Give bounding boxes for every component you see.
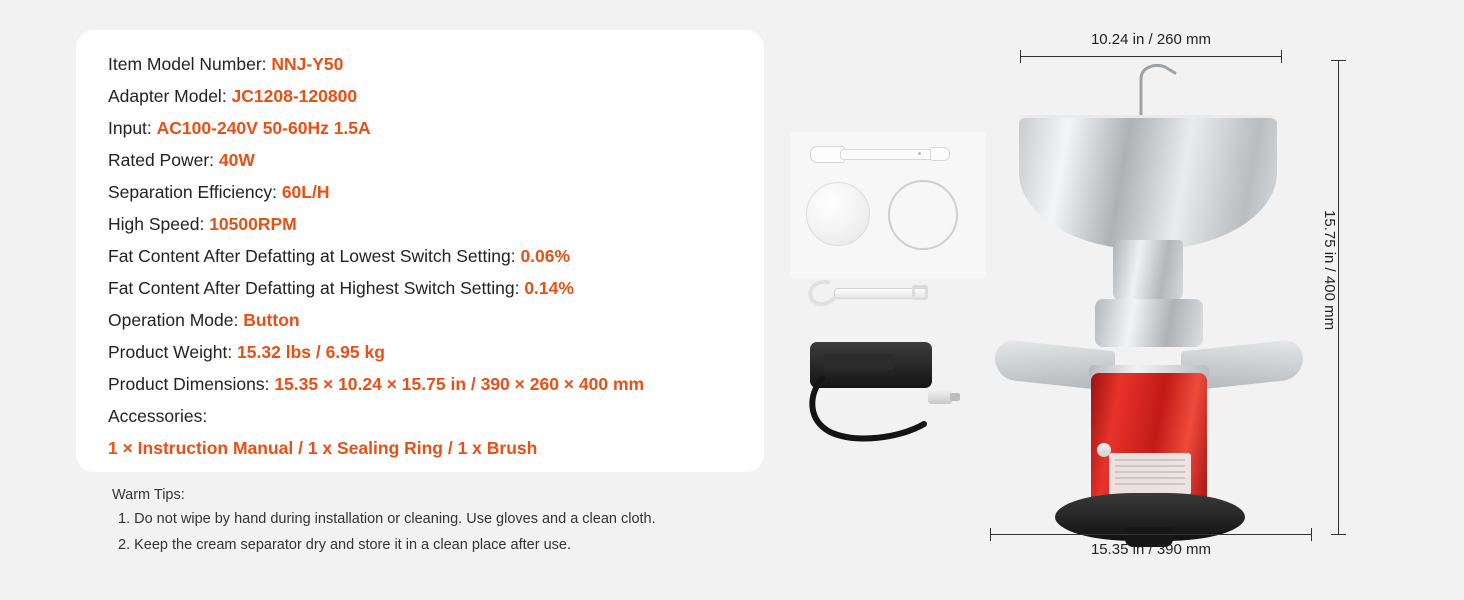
spec-value: 15.35 × 10.24 × 15.75 in / 390 × 260 × 400 mm xyxy=(274,374,645,394)
specification-card xyxy=(76,30,764,472)
wrench-icon xyxy=(808,280,928,306)
spec-row-fat-content-highest xyxy=(108,272,750,304)
spec-value: JC1208-120800 xyxy=(231,86,358,106)
dimension-line xyxy=(1338,60,1339,535)
warm-tips xyxy=(112,484,812,558)
spec-row-separation-efficiency xyxy=(108,176,750,208)
adapter-plug xyxy=(928,390,952,404)
dimension-height-right xyxy=(1321,60,1372,535)
dimension-cap-bottom xyxy=(1331,534,1346,535)
adapter-plug-tip xyxy=(950,393,960,401)
power-adapter-icon xyxy=(802,332,972,452)
brush-icon xyxy=(810,145,948,161)
warm-tips-item-1: 1. Do not wipe by hand during installation or cleaning. Use gloves and a clean cloth. xyxy=(118,511,656,527)
wrench-tail xyxy=(912,285,928,300)
brush-dot xyxy=(918,152,921,155)
specification-list xyxy=(108,48,750,464)
spec-label: High Speed: xyxy=(108,214,210,234)
spec-label: Item Model Number: xyxy=(108,54,272,74)
spec-label: Input: xyxy=(108,118,157,138)
product-image xyxy=(985,55,1325,515)
spec-label: Accessories: xyxy=(108,406,208,426)
disc-icon xyxy=(806,182,870,246)
spec-row-product-dimensions xyxy=(108,368,750,400)
spec-value: AC100-240V 50-60Hz 1.5A xyxy=(156,118,371,138)
spec-row-operation-mode xyxy=(108,304,750,336)
spec-label: Rated Power: xyxy=(108,150,219,170)
spec-row-input xyxy=(108,112,750,144)
dimension-width-top-label: 10.24 in / 260 mm xyxy=(1090,31,1212,48)
spec-row-adapter-model xyxy=(108,80,750,112)
product-label-text-lines xyxy=(1115,459,1185,489)
dimension-width-top xyxy=(1020,30,1282,64)
spec-value: 60L/H xyxy=(281,182,330,202)
spec-value: 40W xyxy=(218,150,255,170)
product-neck xyxy=(1113,240,1183,302)
dimension-width-bottom-label: 15.35 in / 390 mm xyxy=(1090,541,1212,558)
dimension-width-bottom xyxy=(990,528,1312,568)
product-drum xyxy=(1095,299,1203,347)
spec-label: Separation Efficiency: xyxy=(108,182,282,202)
spec-label: Operation Mode: xyxy=(108,310,244,330)
spec-row-rated-power xyxy=(108,144,750,176)
spec-value: NNJ-Y50 xyxy=(271,54,344,74)
spec-label: Fat Content After Defatting at Highest Switch Setting: xyxy=(108,278,525,298)
warm-tips-title: Warm Tips: xyxy=(112,487,185,503)
dimension-cap-top xyxy=(1331,60,1346,61)
brush-tip xyxy=(930,147,950,161)
dimension-height-right-label: 15.75 in / 400 mm xyxy=(1321,210,1338,331)
dimension-line xyxy=(990,534,1312,535)
adapter-label-plate xyxy=(824,354,894,370)
product-bowl xyxy=(1019,115,1277,250)
dimension-line xyxy=(1020,56,1282,57)
dimension-cap-left xyxy=(1020,50,1021,63)
spec-row-item-model-number xyxy=(108,48,750,80)
spec-value: 0.14% xyxy=(524,278,574,298)
spec-value: Button xyxy=(243,310,300,330)
spec-row-accessories xyxy=(108,400,750,432)
spec-label: Fat Content After Defatting at Lowest Switch Setting: xyxy=(108,246,521,266)
spec-row-fat-content-lowest xyxy=(108,240,750,272)
spec-row-high-speed xyxy=(108,208,750,240)
spec-value: 15.32 lbs / 6.95 kg xyxy=(237,342,385,362)
sealing-ring-icon xyxy=(888,180,958,250)
spec-label: Adapter Model: xyxy=(108,86,232,106)
warm-tips-item-2: 2. Keep the cream separator dry and store it in a clean place after use. xyxy=(118,537,571,553)
spec-label: Product Weight: xyxy=(108,342,238,362)
spec-value: 0.06% xyxy=(520,246,571,266)
dimension-cap-right xyxy=(1281,50,1282,63)
spec-accessories-value: 1 × Instruction Manual / 1 x Sealing Ring / 1 x Brush xyxy=(108,438,538,458)
adapter-cord xyxy=(804,376,936,442)
spec-value: 10500RPM xyxy=(209,214,297,234)
spec-row-product-weight xyxy=(108,336,750,368)
spec-label: Product Dimensions: xyxy=(108,374,275,394)
accessories-image-group xyxy=(790,120,990,460)
